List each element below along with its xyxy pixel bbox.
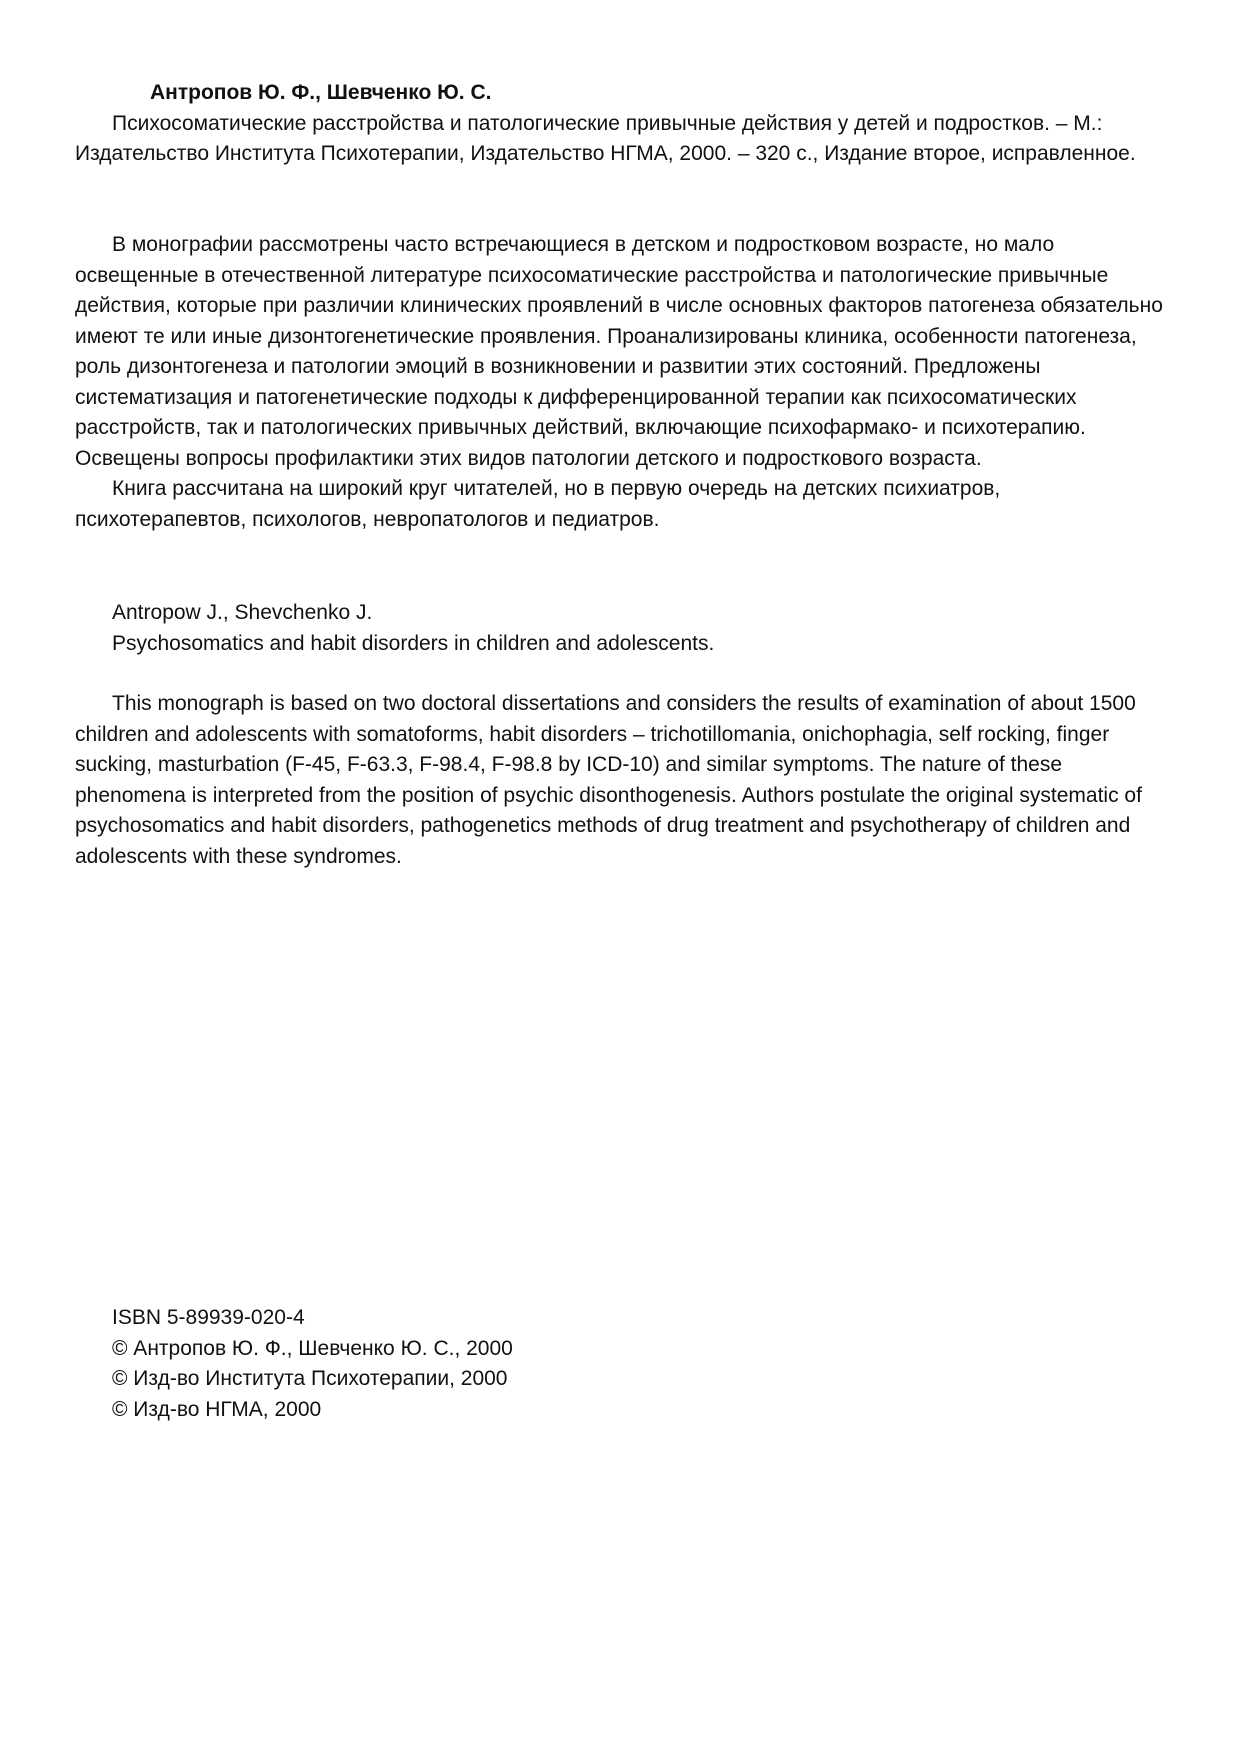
english-abstract-paragraph-1: This monograph is based on two doctoral dissertations and considers the results of examination of about 1500 children and adolescents with somatoforms, habit disorders – trichotillomania, onichophagia, self rocking, finger sucking, masturbation (F-45, F-63.3, F-98.4, F-98.8 by ICD-10) and similar symptoms. The nature of these phenomena is interpreted from the position of psychic disonthogenesis. Authors postulate the original systematic of psychosomatics and habit disorders, pathogenetics methods of drug treatment and psychotherapy of children and adolescents with these syndromes. [75,692,1142,868]
russian-abstract [75,230,1175,535]
copyright-authors: © Антропов Ю. Ф., Шевченко Ю. С., 2000 [112,1336,513,1360]
imprint-block [75,1303,1175,1425]
russian-citation: Психосоматические расстройства и патологические привычные действия у детей и подростков. – М.: Издательство Института Психотерапии, Издательство НГМА, 2000. – 320 с., Издание второе, исправленное. [75,111,1136,165]
english-abstract [75,689,1175,872]
copyright-ngma: © Изд-во НГМА, 2000 [112,1397,322,1421]
english-bibliographic-header [75,598,1175,659]
russian-authors: Антропов Ю. Ф., Шевченко Ю. С. [150,81,492,104]
english-authors: Antropow J., Shevchenko J. [112,601,373,624]
russian-abstract-paragraph-2: Книга рассчитана на широкий круг читателей, но в первую очередь на детских психиатров, психотерапевтов, психологов, невропатологов и педиатров. [75,477,1001,531]
russian-abstract-paragraph-1: В монографии рассмотрены часто встречающиеся в детском и подростковом возрасте, но мало освещенные в отечественной литературе психосоматические расстройства и патологические привычные действия, которые при различии клинических проявлений в числе основных факторов патогенеза обязательно имеют те или иные дизонтогенетические проявления. Проанализированы клиника, особенности патогенеза, роль дизонтогенеза и патологии эмоций в возникновении и развитии этих состояний. Предложены систематизация и патогенетические подходы к дифференцированной терапии как психосоматических расстройств, так и патологических привычных действий, включающие психофармако- и психотерапию. Освещены вопросы профилактики этих видов патологии детского и подросткового возраста. [75,233,1163,470]
copyright-institute: © Изд-во Института Психотерапии, 2000 [112,1367,508,1390]
isbn-line: ISBN 5-89939-020-4 [112,1306,305,1329]
russian-bibliographic-header [75,78,1175,170]
english-title: Psychosomatics and habit disorders in children and adolescents. [112,631,715,655]
